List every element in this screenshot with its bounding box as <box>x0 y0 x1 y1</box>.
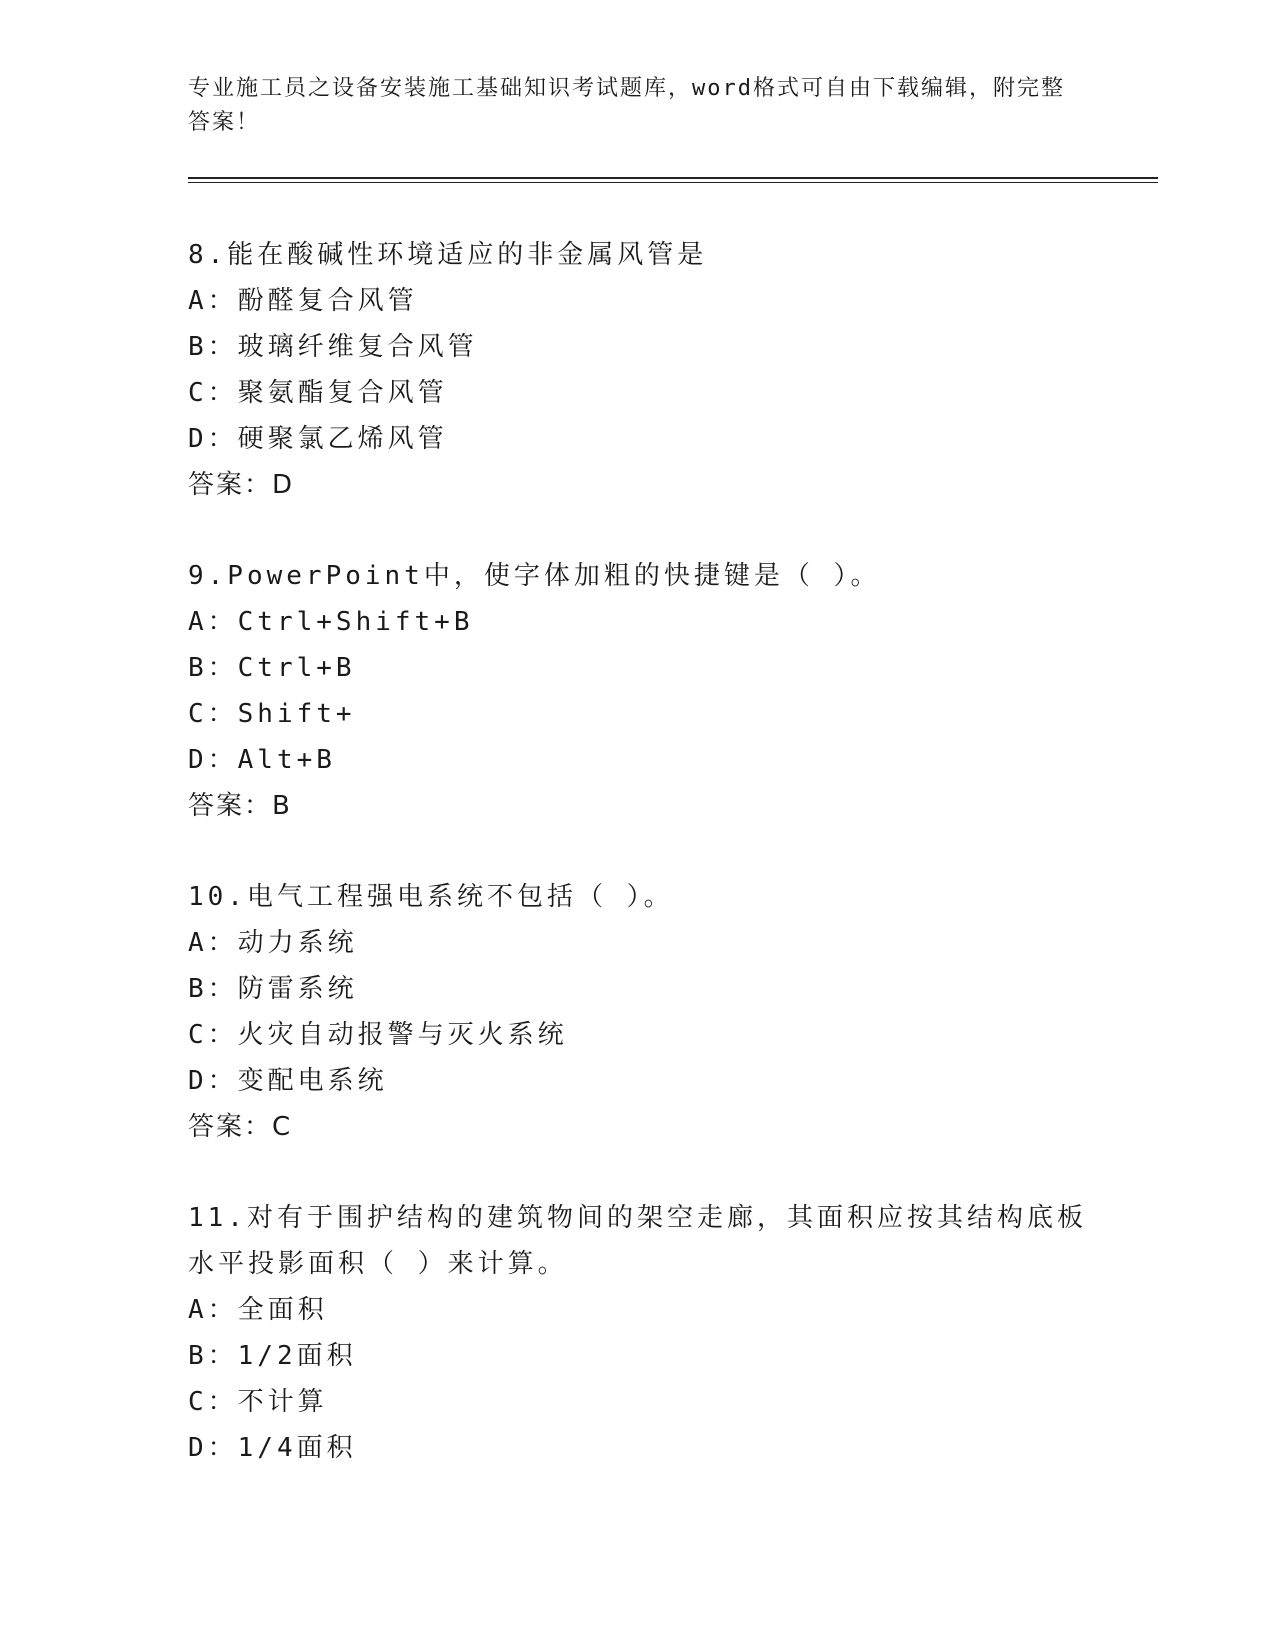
answer: 答案：B <box>188 791 292 821</box>
option-c: C：Shift+ <box>188 699 356 729</box>
question-stem: 11.对有于围护结构的建筑物间的架空走廊，其面积应按其结构底板水平投影面积（ ）来计算。 <box>188 1203 1087 1279</box>
option-b: B：玻璃纤维复合风管 <box>188 332 478 362</box>
option-c: C：聚氨酯复合风管 <box>188 378 448 408</box>
header-divider-thin <box>188 182 1158 183</box>
option-c: C：不计算 <box>188 1387 328 1417</box>
answer: 答案：D <box>188 470 295 500</box>
option-a: A：动力系统 <box>188 928 358 958</box>
question-stem: 10.电气工程强电系统不包括（ ）。 <box>188 882 674 912</box>
option-c: C：火灾自动报警与灭火系统 <box>188 1020 568 1050</box>
option-b: B：1/2面积 <box>188 1341 357 1371</box>
question-stem: 9.PowerPoint中，使字体加粗的快捷键是（ ）。 <box>188 561 881 591</box>
answer: 答案：C <box>188 1112 293 1142</box>
option-a: A：全面积 <box>188 1295 328 1325</box>
question-stem: 8.能在酸碱性环境适应的非金属风管是 <box>188 240 708 270</box>
question-list <box>188 232 1158 1516</box>
document-header: 专业施工员之设备安装施工基础知识考试题库，word格式可自由下载编辑，附完整答案！ <box>188 76 1065 135</box>
option-a: A：Ctrl+Shift+B <box>188 607 474 637</box>
question-10 <box>188 874 1158 1150</box>
option-d: D：1/4面积 <box>188 1433 357 1463</box>
question-8 <box>188 232 1158 508</box>
question-9 <box>188 553 1158 829</box>
option-d: D：变配电系统 <box>188 1066 388 1096</box>
option-b: B：Ctrl+B <box>188 653 356 683</box>
question-11 <box>188 1195 1158 1471</box>
option-d: D：Alt+B <box>188 745 336 775</box>
header-divider-thick <box>188 177 1158 179</box>
option-a: A：酚醛复合风管 <box>188 286 418 316</box>
option-d: D：硬聚氯乙烯风管 <box>188 424 448 454</box>
option-b: B：防雷系统 <box>188 974 358 1004</box>
